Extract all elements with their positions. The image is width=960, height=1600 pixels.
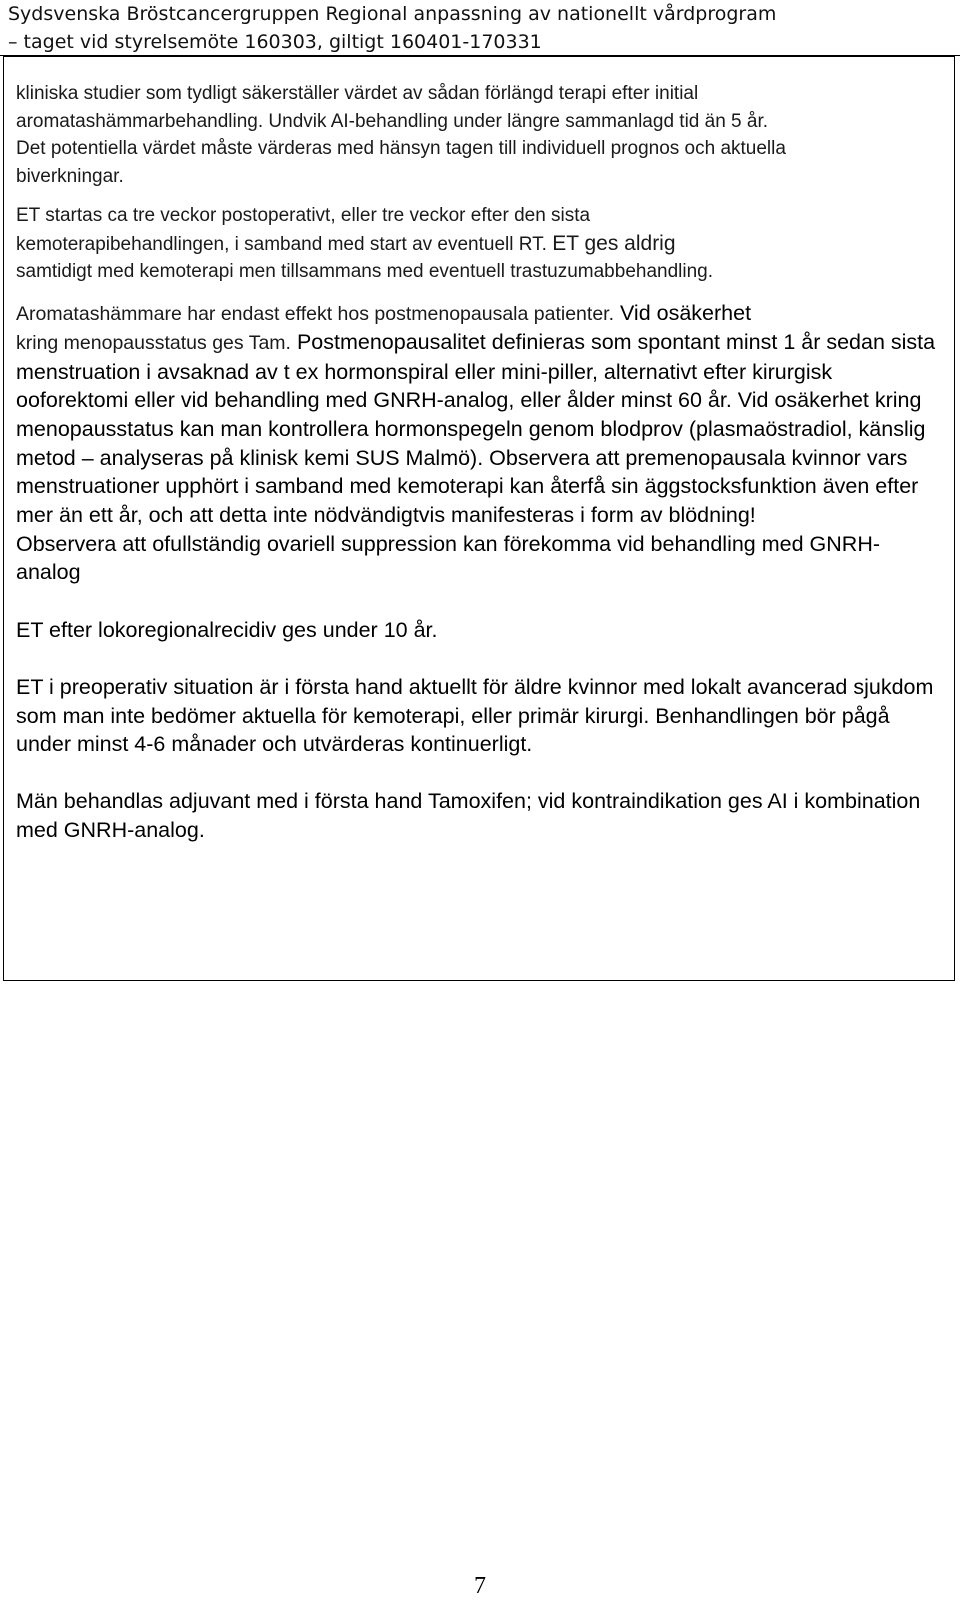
- intro-paragraph: kliniska studier som tydligt säkerställer värdet av sådan förlängd terapi efter initial aromatashämmarbehandling. Undvik AI-behandling under längre sammanlagd tid än 5 år. Det potentiella värdet måste värderas med hänsyn tagen till individuell prognos och aktuella biverkningar.: [16, 83, 786, 187]
- preoperative-paragraph: ET i preoperativ situation är i första hand aktuellt för äldre kvinnor med lokalt avancerad sjukdom som man inte bedömer aktuella för kemoterapi, eller primär kirurgi. Benhandlingen bör pågå under minst 4-6 månader och utvärderas kontinuerligt.: [16, 674, 934, 757]
- ovarian-suppression-paragraph: Observera att ofullständig ovariell suppression kan förekomma vid behandling med GNRH-analog: [16, 531, 880, 585]
- men-treatment-paragraph: Män behandlas adjuvant med i första hand Tamoxifen; vid kontraindikation ges AI i kombination med GNRH-analog.: [16, 788, 921, 842]
- page-number: 7: [474, 1573, 486, 1599]
- document-body: [16, 80, 944, 844]
- header-title: Sydsvenska Bröstcancergruppen Regional anpassning av nationellt vårdprogram: [8, 3, 777, 25]
- et-start-paragraph: ET startas ca tre veckor postoperativt, eller tre veckor efter den sista kemoterapibehandlingen, i samband med start av eventuell RT. ET ges aldrig samtidigt med kemoterapi men tillsammans med eventuell trastuzumabbehandling.: [16, 205, 714, 282]
- aromatase-paragraph: Aromatashämmare har endast effekt hos postmenopausala patienter. Vid osäkerhet kring menopausstatus ges Tam. Postmenopausalitet definieras som spontant minst 1 år sedan sista menstruation i avsaknad av t ex hormonspiral eller mini-piller, alternativt efter kirurgisk ooforektomi eller vid behandling med GNRH-analog, eller ålder minst 60 år. Vid osäkerhet kring menopausstatus kan man kontrollera hormonspegeln genom blodprov (plasmaöstradiol, känslig metod – analyseras på klinisk kemi SUS Malmö). Observera att premenopausala kvinnor vars menstruationer upphört i samband med kemoterapi kan återfå sin äggstocksfunktion även efter mer än ett år, och att detta inte nödvändigtvis manifesteras i form av blödning!: [16, 300, 936, 528]
- header-subtitle: – taget vid styrelsemöte 160303, giltigt 160401-170331: [8, 31, 542, 53]
- locoregional-paragraph: ET efter lokoregionalrecidiv ges under 10 år.: [16, 618, 438, 643]
- document-header: [8, 0, 948, 56]
